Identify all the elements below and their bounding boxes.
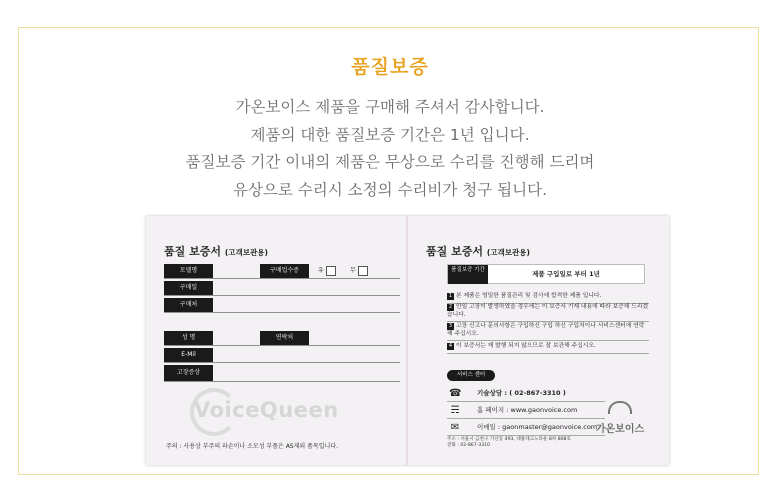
label-name: 성 명	[164, 331, 213, 345]
note-number: 4	[448, 343, 453, 349]
card-left	[146, 216, 406, 465]
tel-text: 전화 : 02-867-3310	[447, 443, 490, 448]
page-title: 품질보증	[351, 56, 429, 78]
note-text: 본 제품은 엄밀한 품질관리 및 검사에 합격한 제품 입니다.	[456, 293, 602, 299]
label-buy-date: 구매일	[164, 281, 213, 295]
checkbox-no	[350, 264, 368, 278]
phone-text: 기술상담 : ( 02-867-3310 )	[477, 389, 566, 397]
note-item	[447, 293, 649, 304]
phone-icon: ☎	[449, 388, 462, 399]
period-label: 품질보증 기간	[448, 265, 488, 284]
left-footer-note: 주의 : 사용상 부주의 파손이나 소모성 부품은 AS제외 품목입니다.	[166, 443, 339, 450]
label-email: E-Mil	[164, 348, 213, 362]
description-line: 품질보증 기간 이내의 제품은 무상으로 수리를 진행해 드리며	[185, 153, 595, 171]
homepage-text: 홈 페이지 : www.gaonvoice.com	[477, 406, 578, 414]
brand-name: 가온보이스	[595, 424, 645, 435]
left-subtitle: (고객보관용)	[224, 248, 268, 257]
right-card-title	[426, 243, 530, 259]
description	[0, 94, 780, 204]
wifi-icon: ☴	[450, 405, 460, 416]
note-number: 3	[448, 323, 453, 329]
warranty-period	[447, 264, 645, 284]
note-item	[447, 343, 649, 354]
note-text: 고장 신고나 문의사항은 구입하신 구입 하신 구입처이나 서비스센터에 연락해 주십시오.	[447, 323, 645, 337]
label-symptom: 고장증상	[164, 365, 213, 381]
headphone-icon	[608, 401, 632, 414]
card-right	[409, 216, 669, 465]
label-receipt: 구매업수증	[260, 264, 309, 278]
checkbox-yes-box	[326, 266, 336, 276]
address-text: 주소 : 서울시 금천구 가산동 493, 대륭테크노타운 8차 808호	[447, 437, 571, 442]
service-center-badge: 서비스 센터	[447, 370, 495, 381]
description-line: 제품의 대한 품질보증 기간은 1년 입니다.	[250, 125, 530, 144]
contact-email	[447, 420, 605, 436]
email-text: 이메일 : gaonmaster@gaonvoice.com	[477, 423, 598, 431]
left-card-title	[164, 243, 268, 259]
description-line: 가온보이스 제품을 구매해 주셔서 감사합니다.	[235, 98, 545, 116]
left-title-text: 품질 보증서	[164, 245, 221, 258]
label-model: 모델명	[164, 264, 213, 278]
mail-icon: ✉	[450, 422, 460, 433]
checkbox-no-box	[358, 266, 368, 276]
right-subtitle: (고객보관용)	[486, 248, 530, 257]
description-line: 유상으로 수리시 소정의 수리비가 청구 됩니다.	[232, 180, 548, 199]
form-row-shop	[164, 298, 400, 313]
opt-no-label: 무	[350, 267, 356, 274]
checkbox-yes	[318, 264, 336, 278]
right-title-text: 품질 보증서	[426, 245, 483, 258]
warranty-card-image	[146, 216, 669, 465]
opt-yes-label: 유	[318, 267, 324, 274]
address-block	[447, 437, 571, 449]
form-row-buy-date	[164, 281, 400, 296]
label-contact: 연락처	[260, 331, 309, 345]
note-number: 1	[448, 293, 453, 299]
form-row-model	[164, 264, 400, 279]
note-text: 이 보증서는 재 발행 되지 않으므로 잘 보관해 주십시오.	[456, 343, 596, 349]
card-fold	[406, 216, 408, 465]
note-text: 만일 고장이 발생하였을 경우에는 이 보증서 기재 내용에 따라 보증해 드리겠습니다.	[447, 304, 649, 318]
gaonvoice-logo	[589, 401, 651, 435]
form-row-email	[164, 348, 400, 363]
contact-phone	[447, 386, 605, 402]
contact-homepage	[447, 403, 605, 419]
label-shop: 구매처	[164, 298, 213, 312]
note-item	[447, 323, 649, 341]
note-item	[447, 304, 649, 322]
note-number: 2	[448, 304, 453, 310]
form-row-name	[164, 331, 400, 346]
period-value: 제품 구입일로 부터 1년	[532, 270, 600, 278]
form-row-symptom	[164, 365, 400, 382]
voicequeen-logo: VoiceQueen	[194, 398, 339, 422]
